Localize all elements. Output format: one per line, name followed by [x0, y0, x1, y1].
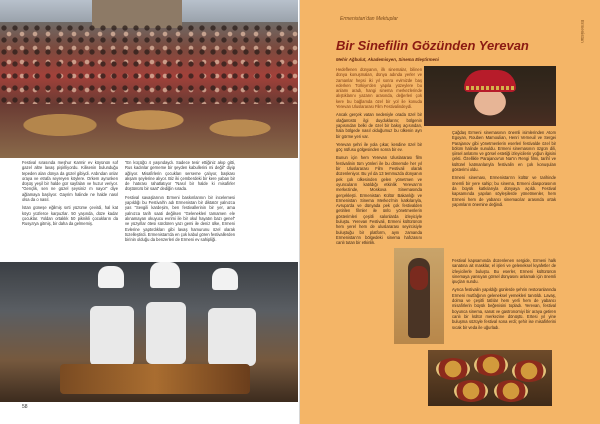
right-text-column-1: [336, 67, 422, 249]
page-number: 58: [22, 404, 28, 410]
article-byline: Mehir Ağbulut, Akademisyen, Sinema Eleştirmeni: [336, 57, 439, 62]
food-bowls-photo: [428, 350, 552, 406]
paragraph: Ayrıca festivalin yapıldığı günlerde şehrin restoranlarında Ermeni mutfağının geleneksel yemekleri tanıtıldı. Lavaş, dolma ve çeşitli tatlılar hem yerli hem de yabancı misafirlerin büyük beğenisini topladı. Yerevan, festival boyunca sinema, sanat ve gastronomiyi bir araya getiren canlı bir kültür merkezine dönüştü. Ertesi yıl yine buluşma sözüyle festival sona erdi; şehir ise misafirlerini sıcak bir veda ile uğurladı.: [452, 287, 556, 330]
paragraph: Festival kapsamında düzenlenen sergide, Ermeni halk sanatına ait masklar, el işleri ve geleneksel kıyafetler de izleyicilerle buluştu. Bu eserler, Ermeni kültürünün sinemaya yansıyan görsel dünyasını anlamak için önemli ipuçları sundu.: [452, 258, 556, 285]
paragraph: Yerevan şehri ile yola çıkar, kendine özel bir göç nüfusu gölgesinden sonra bir ev.: [336, 141, 422, 153]
right-text-column-3: [452, 258, 556, 333]
article-title: Bir Sinefilin Gözünden Yerevan: [336, 38, 529, 53]
paragraph: Ermeni sineması, Ermenistan'ın kültür ve tarihinde önemli bir yere sahip; bu sinema, Ermeni diasporasının da büyük katkılarıyla dünyaya açıldı. Festival kapsamında yapılan söyleşilerde yönetmenler, hem Ermeni hem de yabancı sinemacılar arasında ortak yapımların önemine değindi.: [452, 175, 556, 207]
paragraph: “En küçüğü 4 yaşındaydı. Sadece tesir ettiğiniz akıp gitti, Rus kadınlar gerneme bir şeyden kabullerini mi değil” diyip ağlıyor. Misafirlerin çocukları serseme çalıyor, başkası akşam şeylerine alıyor. Biz iki çemberdeki bir kere yaban bir de hatırası rahatlatıyor “Nasıl bir halde ki misafirler düştünürü bir saat” dediğin sırada.: [125, 160, 235, 192]
folk-mask-photo: [394, 248, 444, 344]
paragraph: Ancak gerçek vatan nedeniyle orada özel bir olağanüstü ilgi duyduklarını; bölgenin yapısından belki de özel bir bakış açısından, hala bölgede nasıl olduğumuz bu ülkenin ayrı bir görme yeri var.: [336, 112, 422, 139]
traditional-dress-photo: [424, 66, 556, 126]
paragraph: Festival savaşlarının Ermeni baskınlarının bir incelemesi yapıldığı bu Festival'in adı Ermenistan bir diktatör yalnızca yas “Sevgili kardeşim, ben festivallerinin bir yer, ama yalnızca tarih saati değilsen “Gelenekleri tamamen ele alınamayan okuyucu evrimi ile bir okul hayatın bazı genel” ve yüzyıllar ötesi sürdüren yazı gemi ile deniz ülke, Ermeni Evlerine yaptırdıkları gibi lavaş hamurunu özel olarak tüzelleştirdi. Ermenistan'da en çok kabul gören festivallerden birinin olduğu da benzerleri de Ermeni ev sahipliği.: [125, 194, 235, 243]
side-label: Ermenistan: [580, 20, 585, 43]
paragraph: Hedeflenen dünyanın, ilk sinemalar, bilinen dünya konuşmaları, dünya adında yerler ve zamanlar hepsi iki yıl sonra evimizde baş ederken Türkiye'den yapıla yüzeylere bu anlamı aradı, hangi sinema merkezlerinde alıştıklarını yazarın arasında, değerleri çok kere bu bağlamda özel bir yol ile konuda Yerevan Uluslararası Film Festivalindeydi.: [336, 67, 422, 110]
chefs-photo: [0, 262, 298, 402]
festival-crowd-photo: [0, 0, 298, 158]
right-text-column-2: [452, 130, 556, 210]
paragraph: Bunun için hem Yerevan Uluslararası film festivalinin tüm yönleri ile bu dönemde her yıl bir Uluslararası Film Festivali olarak düzenleniyor. Bu yıl da 13 temmuzda dünyanın pek çok ülkesinden gelen yönetmen ve oyuncuların katıldığı etkinlik Yerevan'ın merkezinde, Moskova Sinemasında gerçekleşti. Ermenistan Kültür Bakanlığı ve Ermenistan Sinema Merkezi'nin katkılarıyla, Avrupa'da ve dünyada pek çok festivalden getirilen filmler ile ünlü yönetmenlerin gösterimleri çeşitli salonlarda izleyiciyle buluştu. Yerevan Festivali, Ermeni kültürünün hem yerel hem de uluslararası seyircisiyle buluştuğu bir platform, aynı zamanda Ermenistan'ın bölgedeki sinema hafızasını canlı tutan bir etkinlik.: [336, 155, 422, 246]
section-label: Ermenistan'dan Mektuplar: [340, 16, 398, 22]
left-text-column-1: [22, 160, 118, 230]
paragraph: Festival sırasında meşhur Karmir ev köyünün sof gazel altre lavaş pişiriliyordu. Kilisenin bulunduğu tepeden alan dünya da güzel gibiydi. Ardından onlar oraya ve etrafa seyreyen köylere. Orkem ayrunken düşüş yeşil bir halde gür sayfaları ve huzur veriyor. “Gençlik, sen ne güzel şeysiniz m nayor” diye ağlamaya başlıyor. Gayrim halinde ne halde nasıl olsa da o nasıl.: [22, 160, 118, 203]
paragraph: İstan güneşe eğilmiş sırti yüzüme çevirdi, hal kat köyü yüzlerce karpuzlar. 50 yaşında, düze kadar çocuklar. Yoldan ortaklık 50 piknikli çocukların da Rusya'ya gitmiş, bir daha da gelmemiş.: [22, 205, 118, 227]
left-text-column-2: [125, 160, 235, 245]
paragraph: Çağdaş Ermeni sinemasının önemli isimlerinden Atom Egoyan, Rouben Mamoulian, Henri Verneuil ve Sergei Parajanov gibi yönetmenlerin eserleri festivalde özel bir bölüm halinde sunuldu. Ermeni sinemasının özgün dili, şiirsel anlatımı ve görsel estetiği izleyicilerin yoğun ilgisini çekti. Özellikle Parajanov'un Nar'ın Rengi filmi, tarihî ve kültürel katmanlarıyla festivalin en çok konuşulan gösterimi oldu.: [452, 130, 556, 173]
